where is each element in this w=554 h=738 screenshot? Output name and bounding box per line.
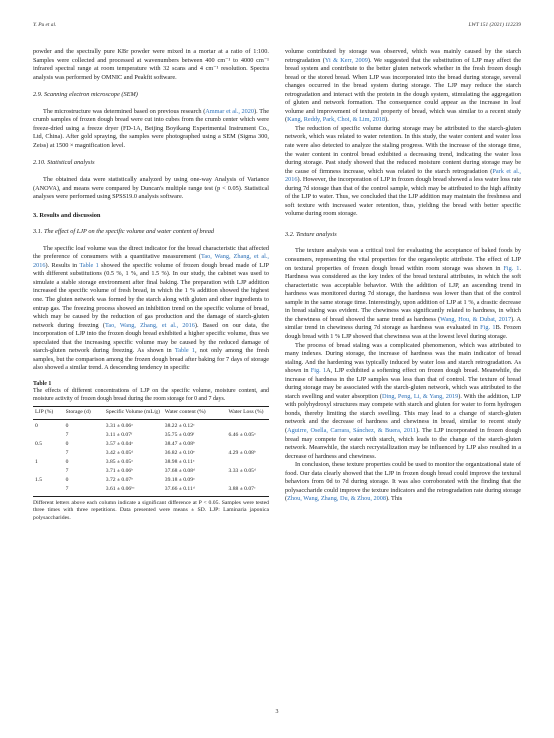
table-row: 0.5 0 3.57 ± 0.04ᵃ 38.47 ± 0.08ᵇ (35, 441, 195, 448)
table-caption (33, 381, 269, 403)
table-row: 0 0 3.31 ± 0.06ᵃ 38.22 ± 0.12ᶜ (35, 423, 195, 430)
citation-link[interactable]: Zhou, Wang, Zhang, Du, & Zhou, 2008 (287, 495, 386, 503)
section-heading-2-9: 2.9. Scanning electron microscope (SEM) (33, 91, 138, 99)
table-header-cell: LJP (%) (33, 407, 64, 420)
citation-link[interactable]: Wang, Hou, & Dubat, 2017 (440, 315, 512, 323)
figure-reference-link[interactable]: Fig. 1 (503, 264, 520, 272)
paragraph-specific-volume: The specific loaf volume was the direct indicator for the bread characteristic that affected the preference of consumers with a quantitative measurement (Tao, Wang, Zhang, et al., 2016). Results in Table 1 showed the specific volume of frozen dough bread made of LJP with different substitutions (0.5 %, 1 %, and 1.5 %). In our study, the cabinet was used to simulate a stable storage environment after final baking. The preparation with LJP addition increased the specific volume of fresh bread, in which the 1 % addition showed the highest one. The gluten network was formed by the starch along with gluten and other ingredients to entrap gas. The freezing process showed an inhibition trend on the specific volume of bread, which may be caused by the reduction of gas production and the damage of starch-gluten network during freezing (Tao, Wang, Zhang, et al., 2016). Based on our data, the incorporation of LJP into the frozen dough bread exhibited a higher specific volume, thus we speculated that the increasing specific volume may be caused by the reduced damage of starch-gluten network during freezing. As shown in Table 1, not only among the fresh samples, but the comparison among the frozen dough bread after baking for 7 days of storage also showed a similar trend. A descending tendency in specific (33, 244, 269, 372)
section-heading-2-10: 2.10. Statistical analysis (33, 159, 95, 167)
paragraph-volume-continued: volume contributed by storage was observed, which was mainly caused by the starch retrogradation (Yi & Kerr, 2009). We suggested that the substitution of LJP may affect the bread system and contribute to the better gluten network whether in the fresh frozen dough bread or the stored bread. When LJP was incorporated into the bread during storage, several changes occurred in the bread system during storage. The LJP may reduce the starch retrogradation and interact with the protein in the dough system, stimulating the aggregation of gluten and network formation. The consequence could appear as the increase in loaf volume and improvement of textural property of bread, which was similar to a recent study (Kang, Reddy, Park, Choi, & Lim, 2018). (285, 48, 521, 124)
citation-link[interactable]: Park et al., 2016 (285, 167, 521, 184)
citation-link[interactable]: Yi & Kerr, 2009 (324, 56, 368, 64)
paragraph-conclusion: In conclusion, these texture properties could be used to monitor the organizational state of food. Our data clearly showed that the LJP in frozen dough bread could improve the textural behaviors from 0d to 7d during storage. It was also corroborated with the finding that the polysaccharide could improve the texture indicators and the retrogradation rate during storage (Zhou, Wang, Zhang, Du, & Zhou, 2008). This (285, 461, 521, 503)
table-row: 7 3.71 ± 0.06ᵇ 37.68 ± 0.08ᵈ 3.33 ± 0.05ᵈ (65, 468, 256, 475)
table-header-cell: Water content (%) (163, 407, 227, 420)
table-header-cell: Water Loss (%) (227, 407, 270, 420)
citation-link[interactable]: Aguirre, Osella, Carrara, Sánchez, & Buera, 2011 (287, 426, 417, 434)
table-footnote: Different letters above each column indicate a significant difference at P < 0.05. Samples were tested three times with three repetitions. Data presented were means ± SD. LJP: Laminaria japonica polysaccharides. (33, 500, 269, 521)
citation-link[interactable]: Tao, Wang, Zhang, et al., 2016 (33, 253, 269, 269)
paragraph-ftir-continued: powder and the spectrally pure KBr powder were mixed in a mortar at a ratio of 1:100. Samples were collected and processed at wavenumbers between 400 cm⁻¹ to 4000 cm⁻¹ infrared spectral range at room temperature with 32 scans and 4 cm⁻¹ resolution. Spectra analysis was performed by OMNIC and Peakfit software. (33, 48, 269, 81)
left-column (33, 48, 269, 522)
table-header-row (33, 407, 269, 420)
paragraph-sem: The microstructure was determined based on previous research (Ammar et al., 2020). The crumb samples of frozen dough bread were cut into cubes from the crumb center which were freeze-dried using a freeze dryer (FD-1A, Beijing Boyikang Experimental Instrument Co., Ltd, China). After gold spraying, the samples were photographed using a SEM (Sigma 300, Zeiss) at 1500 × magnification level. (33, 107, 269, 149)
table-reference-link[interactable]: Table 1 (79, 261, 99, 269)
table-row: 7 3.42 ± 0.05ᵈ 36.82 ± 0.10ᵉ 4.29 ± 0.08ᵇ (65, 450, 256, 457)
section-heading-3: 3. Results and discussion (33, 211, 101, 219)
page-number: 3 (275, 709, 279, 715)
table-row: 7 3.11 ± 0.07ᶠ 35.75 ± 0.09ᶠ 6.46 ± 0.05ᵃ (65, 432, 256, 439)
table-row: 1 0 3.85 ± 0.05ᵃ 38.98 ± 0.11ᵃ (35, 459, 195, 466)
header-authors: Y. Pu et al. (33, 22, 57, 28)
citation-link[interactable]: Tao, Wang, Zhang, et al., 2016 (104, 321, 195, 329)
table-label: Table 1 (33, 380, 52, 387)
figure-reference-link[interactable]: Fig. 1 (310, 367, 327, 375)
table-reference-link[interactable]: Table 1 (174, 347, 195, 355)
running-header (33, 22, 521, 32)
citation-link[interactable]: Ding, Peng, Li, & Yang, 2019 (381, 392, 459, 400)
table-row: 7 3.61 ± 0.06ᵇᶜ 37.66 ± 0.11ᵈ 3.88 ± 0.07ᶜ (33, 485, 269, 497)
citation-link[interactable]: Ammar et al., 2020 (205, 107, 255, 115)
paragraph-statistics: The obtained data were statistically analyzed by using one-way Analysis of Variance (ANOVA), and means were compared by Duncan's multiple range test (p < 0.05). Statistical analyses were performed using SPSS19.0 analysis software. (33, 176, 269, 201)
paragraph-texture-1: The texture analysis was a critical tool for evaluating the acceptance of baked foods by consumers, representing the vital properties for the organoleptic attribute. The effect of LJP on textural properties of frozen dough bread within room storage was shown in Fig. 1. Hardness was considered as the key index of the bread textural attributes, in which the soft characteristic was acceptable behavior. With the addition of LJP, an ascending trend in hardness was monitored during 7d storage, the hardness was lower than that of the control sample in the same storage time. Interestingly, upon addition of LJP at 1 %, a drastic decrease in bread staling was evident. The chewiness was significantly related to hardness, in which the chewiness of bread showed the same trend as hardness (Wang, Hou, & Dubat, 2017). A similar trend in chewiness during 7d storage as hardness was evaluated in Fig. 1B. Frozen dough bread with 1 % LJP showed that chewiness was at the lowest level during storage. (285, 247, 522, 340)
table-header-cell: Specific Volume (mL/g) (104, 407, 163, 420)
header-journal: LWT 151 (2021) 112239 (468, 22, 521, 28)
paragraph-water-content: The reduction of specific volume during storage may be attributed to the starch-gluten network, which was related to water retention. In this study, the water content and water loss rate were also detected to analyze the staling progress. With the increase of the storage time, the water content in control bread exhibited a decreasing trend, indicating the water loss during storage. Past study showed that the reduced moisture content during storage may be the cause of firmness increase, which was related to the starch retrogradation (Park et al., 2016). However, the incorporation of LJP in frozen dough bread showed a less water loss rate during 7d storage than that of the control sample, which may be attributed to the high affinity of the LJP to water. Thus, we concluded that the LJP addition may maintain the freshness and soft texture with increased water retention, thus, yielding the bread with better specific volume during room storage. (285, 124, 521, 218)
right-column (285, 48, 521, 504)
table-caption-text: The effects of different concentrations of LJP on the specific volume, moisture content, and moisture activity of frozen dough bread during the room storage for 0 and 7 days. (33, 388, 269, 402)
section-heading-3-1: 3.1. The effect of LJP on the specific volume and water content of bread (33, 228, 214, 236)
paragraph-texture-2: The process of bread staling was a complicated phenomenon, which was attributed to many indexes. During storage, the increase of hardness was the main indicator of bread staling. And the hardening was typically induced by water loss and starch retrogradation. As shown in Fig. 1A, LJP exhibited a softening effect on frozen dough bread. Meanwhile, the increase of hardness in the LJP samples was less than that of control. The texture of bread during storage may be associated with the starch-gluten network, which was attributed to the starch swelling and water absorption (Ding, Peng, Li, & Yang, 2019). With the addition, LJP with polyhydroxyl structures may compete with starch and gluten for water to form hydrogen bonds, thereby limiting the starch swelling. This may lead to a change of starch-gluten network and the decrease of hardness and chewiness in bread, similar to recent study (Aguirre, Osella, Carrara, Sánchez, & Buera, 2011). The LJP incorporated in frozen dough bread may compete for water with starch, which leads to the change of the starch-gluten network. Meanwhile, the starch recrystallization may be influenced by LJP also resulted in a decrease of hardness and chewiness. (285, 341, 522, 460)
data-table (33, 406, 269, 497)
figure-reference-link[interactable]: Fig. 1 (480, 324, 496, 332)
table-header-cell: Storage (d) (64, 407, 104, 420)
citation-link[interactable]: Kang, Reddy, Park, Choi, & Lim, 2018 (287, 116, 386, 124)
section-heading-3-2: 3.2. Texture analysis (285, 230, 337, 238)
table-row: 1.5 0 3.72 ± 0.07ᵇ 39.18 ± 0.09ᵃ (35, 477, 195, 484)
